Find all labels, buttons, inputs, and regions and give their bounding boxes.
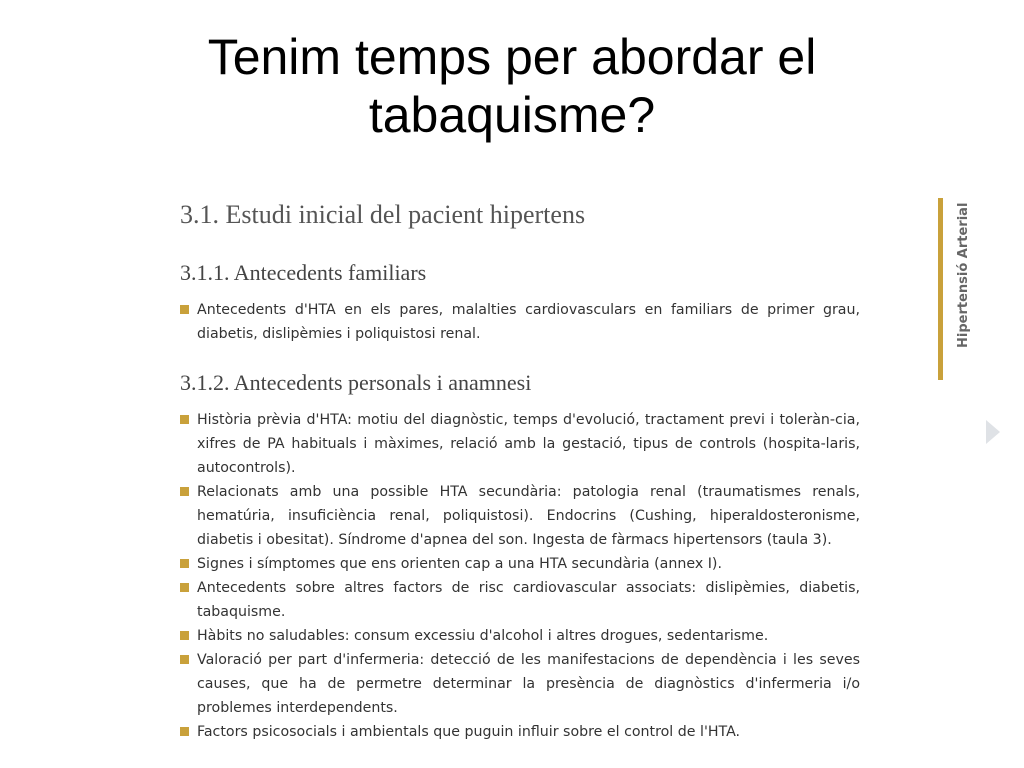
square-bullet-icon: [180, 655, 189, 664]
slide-title-line-1: Tenim temps per abordar el: [207, 29, 817, 85]
side-accent-bar: [938, 198, 943, 380]
square-bullet-icon: [180, 727, 189, 736]
list-item: [180, 480, 860, 552]
list-item: [180, 648, 860, 720]
list-item-text: Signes i símptomes que ens orienten cap a una HTA secundària (annex I).: [197, 556, 722, 572]
list-item: [180, 298, 860, 346]
list-familiars: [180, 298, 860, 346]
list-item: [180, 720, 860, 744]
list-item: [180, 552, 860, 576]
subsection-title-familiars: 3.1.1. Antecedents familiars: [180, 260, 427, 285]
list-personals: [180, 408, 860, 744]
side-label: Hipertensió Arterial: [956, 202, 971, 348]
list-item-text: Factors psicosocials i ambientals que puguin influir sobre el control de l'HTA.: [197, 724, 741, 740]
square-bullet-icon: [180, 559, 189, 568]
square-bullet-icon: [180, 583, 189, 592]
list-item-text: Antecedents d'HTA en els pares, malalties cardiovasculars en familiars de primer grau, diabetis, dislipèmies i poliquistosi renal.: [197, 302, 860, 342]
slide-title: [0, 28, 1024, 144]
section-title: 3.1. Estudi inicial del pacient hipertens: [180, 200, 586, 229]
list-item-text: Relacionats amb una possible HTA secundària: patologia renal (traumatismes renals, hematúria, insuficiència renal, poliquistosi). Endocrins (Cushing, hiperaldosteronisme, diabetis i obesitat). Síndrome d'apnea del son. Ingesta de fàrmacs hipertensors (taula 3).: [197, 484, 860, 548]
list-item-text: Hàbits no saludables: consum excessiu d'alcohol i altres drogues, sedentarisme.: [197, 628, 769, 644]
triangle-decoration-icon: [986, 420, 1000, 444]
square-bullet-icon: [180, 415, 189, 424]
slide-title-line-2: tabaquisme?: [368, 87, 656, 143]
list-item-text: Antecedents sobre altres factors de risc cardiovascular associats: dislipèmies, diabetis, tabaquisme.: [197, 580, 860, 620]
square-bullet-icon: [180, 487, 189, 496]
list-item: [180, 624, 860, 648]
list-item-text: Història prèvia d'HTA: motiu del diagnòstic, temps d'evolució, tractament previ i toleràn-cia, xifres de PA habituals i màximes, relació amb la gestació, tipus de controls (hospita-laris, autocontrols).: [197, 412, 860, 476]
subsection-title-personals: 3.1.2. Antecedents personals i anamnesi: [180, 370, 532, 395]
list-item: [180, 576, 860, 624]
square-bullet-icon: [180, 305, 189, 314]
list-item-text: Valoració per part d'infermeria: detecció de les manifestacions de dependència i les seves causes, que ha de permetre determinar la presència de diagnòstics d'infermeria i/o problemes interdependents.: [197, 652, 860, 716]
list-item: [180, 408, 860, 480]
square-bullet-icon: [180, 631, 189, 640]
